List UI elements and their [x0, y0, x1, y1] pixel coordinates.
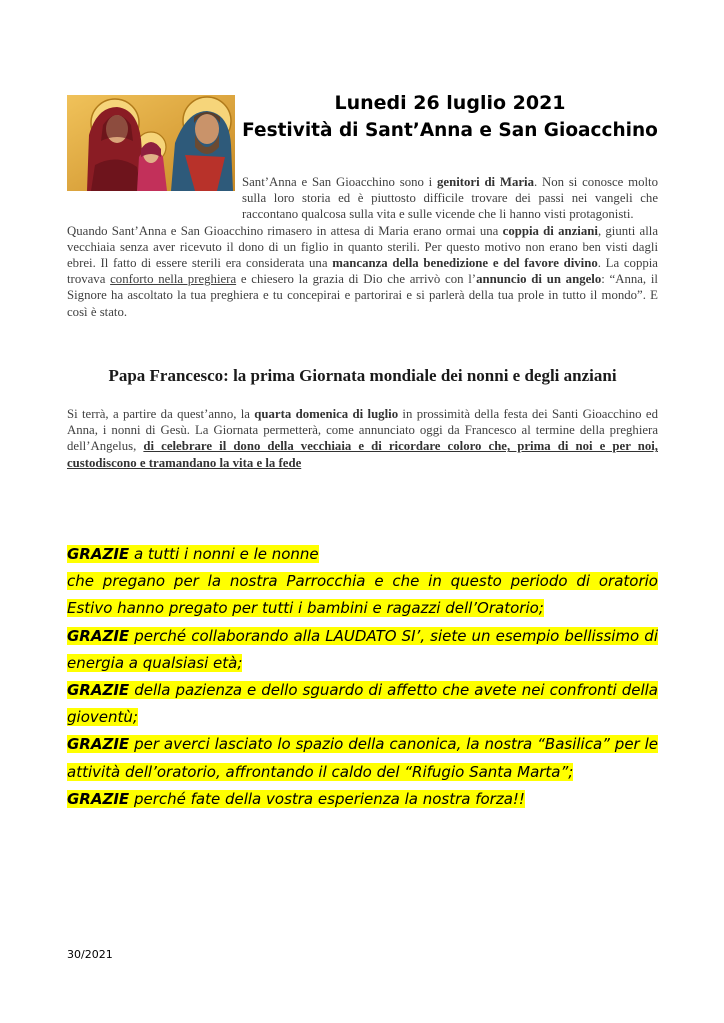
intro-second-sentence — [67, 223, 658, 320]
thanks-block — [67, 541, 658, 813]
page-number: 30/2021 — [67, 948, 113, 961]
thanks-grazie: GRAZIE — [67, 626, 130, 645]
thanks-grazie: GRAZIE — [67, 789, 130, 808]
page-subtitle: Festività di Sant’Anna e San Gioacchino — [242, 120, 658, 141]
intro-text: e chiesero la grazia di Dio che arrivò con l’ — [236, 272, 477, 287]
thanks-line — [67, 568, 658, 622]
thanks-text: per averci lasciato lo spazio della canonica, la nostra “Basilica” per le attività dell’oratorio, affrontando il caldo del “Rifugio Santa Marta”; — [67, 735, 658, 781]
section-text: Si terrà, a partire da quest’anno, la — [67, 407, 255, 421]
thanks-text: della pazienza e dello sguardo di affetto che avete nei confronti della gioventù; — [67, 681, 658, 727]
intro-text: , giunti alla vecchiaia senza aver ricevuto il dono di un figlio in quanto sterili. Per questo motivo non erano ben visti dagli ebrei. Il fatto di essere sterili era considerata una — [67, 223, 658, 271]
thanks-grazie: GRAZIE — [67, 545, 130, 563]
intro-bold: coppia di anziani — [502, 223, 598, 238]
section-text: in prossimità della festa dei Santi Gioacchino ed Anna, i nonni di Gesù. La Giornata permetterà, come annunciato oggi da Francesco al termine della preghiera dell’Angelus, — [67, 407, 658, 454]
intro-underlined: conforto nella preghiera — [110, 272, 237, 287]
thanks-line — [67, 541, 658, 568]
intro-text: : “Anna, il Signore ha ascoltato la tua preghiera e tu concepirai e partorirai e si parlerà della tua prole in tutto il mondo”. E così è stato. — [67, 272, 658, 319]
intro-text: . La coppia trovava — [67, 256, 658, 287]
section-paragraph — [67, 406, 658, 471]
thanks-line — [67, 623, 658, 677]
intro-text: Sant’Anna e San Gioacchino sono i — [242, 175, 438, 189]
intro-paragraph — [67, 174, 658, 320]
thanks-line — [67, 786, 658, 813]
thanks-grazie: GRAZIE — [67, 681, 130, 700]
thanks-line — [67, 731, 658, 785]
intro-bold: genitori di Maria — [437, 175, 535, 189]
thanks-text: a tutti i nonni e le nonne — [129, 545, 319, 563]
section-heading: Papa Francesco: la prima Giornata mondiale dei nonni e degli anziani — [108, 366, 617, 385]
section-bold: quarta domenica di luglio — [254, 407, 399, 421]
page-title: Lunedi 26 luglio 2021 — [334, 92, 566, 114]
intro-text: . Non si conosce molto sulla loro storia ed è piuttosto difficile trovare dei passi nei vangeli che raccontano qualcosa sulla vita e sulle vicende che li hanno visti protagonisti. — [242, 175, 658, 222]
intro-text: Quando Sant’Anna e San Gioacchino rimasero in attesa di Maria erano ormai una — [67, 223, 503, 238]
intro-bold: annuncio di un angelo — [476, 272, 602, 287]
intro-bold: mancanza della benedizione e del favore divino — [332, 256, 598, 271]
thanks-grazie: GRAZIE — [67, 735, 130, 754]
thanks-text: perché collaborando alla LAUDATO SI’, siete un esempio bellissimo di energia a qualsiasi età; — [67, 626, 658, 672]
section-underlined-bold: di celebrare il dono della vecchiaia e di ricordare coloro che, prima di noi e per noi, custodiscono e tramandano la vita e la fede — [67, 439, 658, 470]
thanks-line — [67, 677, 658, 731]
thanks-text: che pregano per la nostra Parrocchia e che in questo periodo di oratorio Estivo hanno pregato per tutti i bambini e ragazzi dell’Oratorio; — [67, 572, 658, 618]
intro-first-sentence — [67, 174, 658, 223]
thanks-text: perché fate della vostra esperienza la nostra forza!! — [129, 789, 525, 808]
